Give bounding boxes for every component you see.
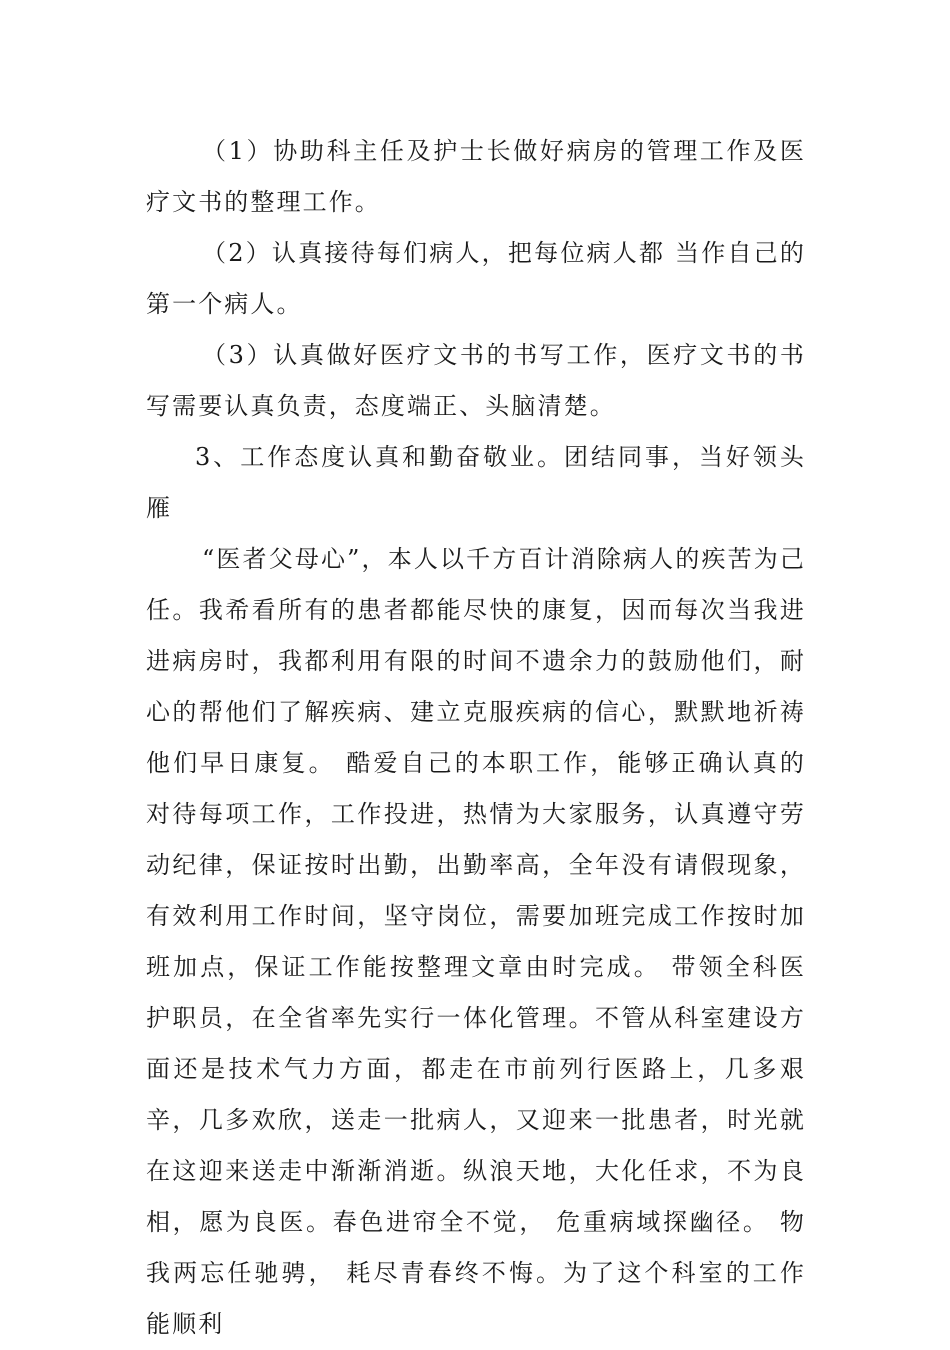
section-heading: 3、工作态度认真和勤奋敬业。团结同事，当好领头雁 [146,443,806,522]
paragraph-item-2: （2）认真接待每们病人，把每位病人都 当作自己的第一个病人。 [146,239,806,318]
paragraph-item-1: （1）协助科主任及护士长做好病房的管理工作及医疗文书的整理工作。 [146,137,806,216]
document-body [146,126,806,1350]
paragraph-body: “医者父母心”，本人以千方百计消除病人的疾苦为己任。我希看所有的患者都能尽快的康复，因而每次当我进进病房时，我都利用有限的时间不遗余力的鼓励他们，耐心的帮他们了解疾病、建立克服疾病的信心，默默地祈祷他们早日康复。 酷爱自己的本职工作，能够正确认真的对待每项工作，工作投进，热情为大家服务，认真遵守劳动纪律，保证按时出勤，出勤率高，全年没有请假现象，有效利用工作时间，坚守岗位，需要加班完成工作按时加班加点，保证工作能按整理文章由时完成。 带领全科医护职员，在全省率先实行一体化管理。不管从科室建设方面还是技术气力方面，都走在市前列行医路上，几多艰辛，几多欢欣，送走一批病人，又迎来一批患者，时光就在这迎来送走中渐渐消逝。纵浪天地，大化任求，不为良相，愿为良医。春色进帘全不觉， 危重病域探幽径。 物我两忘任驰骋， 耗尽青春终不悔。为了这个科室的工作能顺利 [146,545,806,1338]
paragraph-item-3: （3）认真做好医疗文书的书写工作，医疗文书的书写需要认真负责，态度端正、头脑清楚。 [146,341,806,420]
